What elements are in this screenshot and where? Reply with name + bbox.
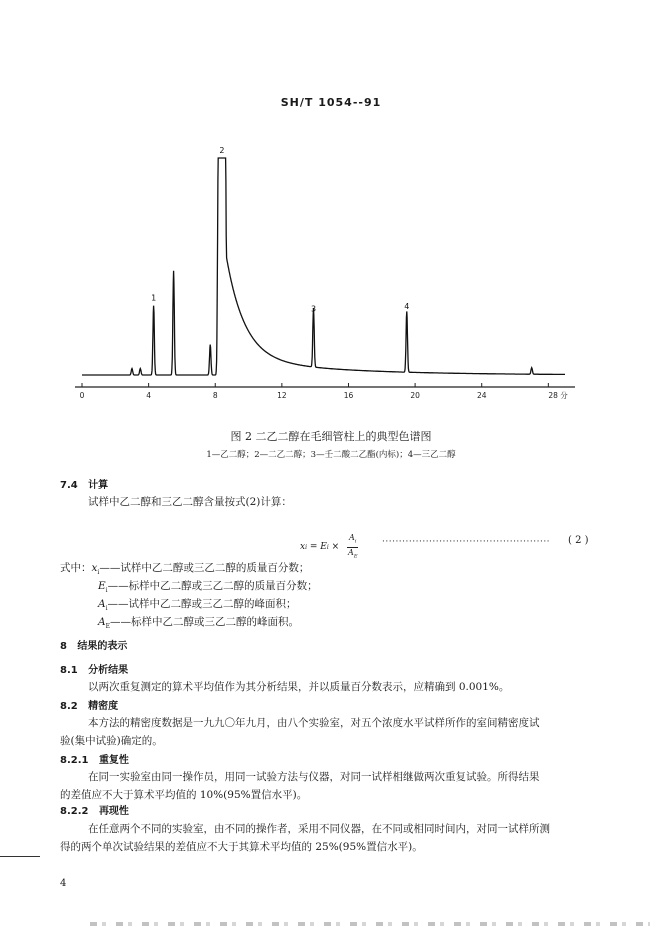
def-text: ——标样中乙二醇或三乙二醇的质量百分数；	[107, 580, 318, 592]
x-tick-label: 12	[277, 391, 287, 400]
section-number: 8.2.2	[60, 806, 89, 817]
def-symbol-sub: i	[105, 587, 108, 595]
formula-lhs-sub: i	[305, 543, 307, 551]
section-number: 8.2	[60, 701, 78, 712]
formula-eq: = E	[307, 542, 327, 553]
chromatogram-chart	[60, 140, 580, 410]
definition-row	[60, 560, 309, 576]
section-8-1-body: 以两次重复测定的算术平均值作为其分析结果，并以质量百分数表示，应精确到 0.001%。	[88, 681, 510, 693]
section-number: 8.1	[60, 665, 78, 676]
fraction-numerator-sub: i	[354, 538, 357, 545]
formula-2	[300, 533, 359, 561]
definition-row	[98, 614, 299, 630]
section-8-2-1-body: 的差值应不大于算术平均值的 10%(95%置信水平)。	[60, 789, 308, 801]
def-symbol: E	[98, 580, 106, 592]
def-symbol: x	[91, 562, 98, 574]
section-8-2-1-heading	[60, 751, 129, 766]
def-text: ——标样中乙二醇或三乙二醇的峰面积。	[109, 616, 299, 628]
x-tick-label: 0	[79, 391, 85, 400]
section-8-2-body: 本方法的精密度数据是一九九〇年九月，由八个实验室，对五个浓度水平试样所作的室间精密度试	[88, 717, 540, 729]
section-8-heading	[60, 637, 127, 652]
section-title: 重复性	[98, 755, 129, 766]
formula-fraction	[346, 533, 359, 561]
fraction-denominator: A	[348, 547, 354, 557]
def-symbol-sub: i	[105, 605, 108, 613]
section-title: 结果的表示	[77, 641, 128, 652]
peak-label-1: 1	[151, 293, 157, 303]
page-number: 4	[60, 878, 67, 889]
x-tick-label: 16	[343, 391, 354, 400]
figure-legend: 1—乙二醇；2—二乙二醇；3—壬二酸二乙酯(内标)；4—三乙二醇	[206, 450, 456, 460]
definitions-prefix: 式中：	[60, 562, 92, 574]
def-text: ——试样中乙二醇或三乙二醇的峰面积；	[107, 598, 297, 610]
section-8-2-2-body: 在任意两个不同的实验室，由不同的操作者，采用不同仪器，在不同或相同时间内，对同一试样所测	[88, 823, 550, 835]
x-axis-ticks	[80, 383, 569, 400]
standard-header: SH/T 1054--91	[280, 96, 382, 109]
fraction-denominator-sub: E	[353, 553, 358, 560]
figure-title: 图 2 二乙二醇在毛细管柱上的典型色谱图	[230, 430, 432, 443]
x-tick-label: 24	[476, 391, 487, 400]
formula-number: ( 2 )	[568, 535, 589, 546]
formula-lhs: x	[300, 542, 306, 553]
section-number: 8.2.1	[60, 755, 89, 766]
x-tick-label: 28 分	[548, 391, 568, 400]
section-title: 分析结果	[88, 665, 129, 676]
def-symbol-sub: i	[97, 569, 100, 577]
formula-leader-dots: ··················································	[382, 537, 551, 547]
def-symbol: A	[98, 598, 106, 610]
peak-label-3: 3	[310, 304, 317, 314]
section-number: 8	[60, 641, 67, 652]
def-text: ——试样中乙二醇或三乙二醇的质量百分数；	[99, 562, 310, 574]
chromatogram-trace	[82, 158, 565, 375]
footer-rule	[0, 856, 40, 857]
section-title: 再现性	[98, 806, 129, 817]
scan-artifact	[90, 922, 650, 926]
formula-times: ×	[328, 542, 343, 553]
def-symbol: A	[98, 616, 106, 628]
section-number: 7.4	[60, 480, 78, 491]
section-8-2-body: 验(集中试验)确定的。	[60, 735, 163, 747]
section-8-2-heading	[60, 697, 118, 712]
x-tick-label: 8	[212, 391, 218, 400]
formula-eq-sub: i	[326, 543, 329, 551]
section-7-4-heading	[60, 476, 108, 491]
section-title: 计算	[88, 480, 109, 491]
x-tick-label: 20	[410, 391, 420, 400]
peak-label-4: 4	[404, 302, 410, 312]
definition-row	[98, 578, 318, 594]
x-tick-label: 4	[146, 391, 152, 400]
peak-labels	[151, 146, 409, 313]
section-8-2-2-body: 得的两个单次试验结果的差值应不大于其算术平均值的 25%(95%置信水平)。	[60, 841, 423, 853]
section-8-1-heading	[60, 661, 128, 676]
def-symbol-sub: E	[105, 623, 110, 631]
section-8-2-2-heading	[60, 802, 129, 817]
section-8-2-1-body: 在同一实验室由同一操作员，用同一试验方法与仪器，对同一试样相继做两次重复试验。所得结果	[88, 771, 540, 783]
section-title: 精密度	[88, 701, 119, 712]
definition-row	[98, 596, 297, 612]
section-7-4-intro: 试样中乙二醇和三乙二醇含量按式(2)计算：	[88, 496, 292, 508]
fraction-numerator: A	[349, 533, 355, 542]
peak-label-2: 2	[219, 146, 225, 155]
